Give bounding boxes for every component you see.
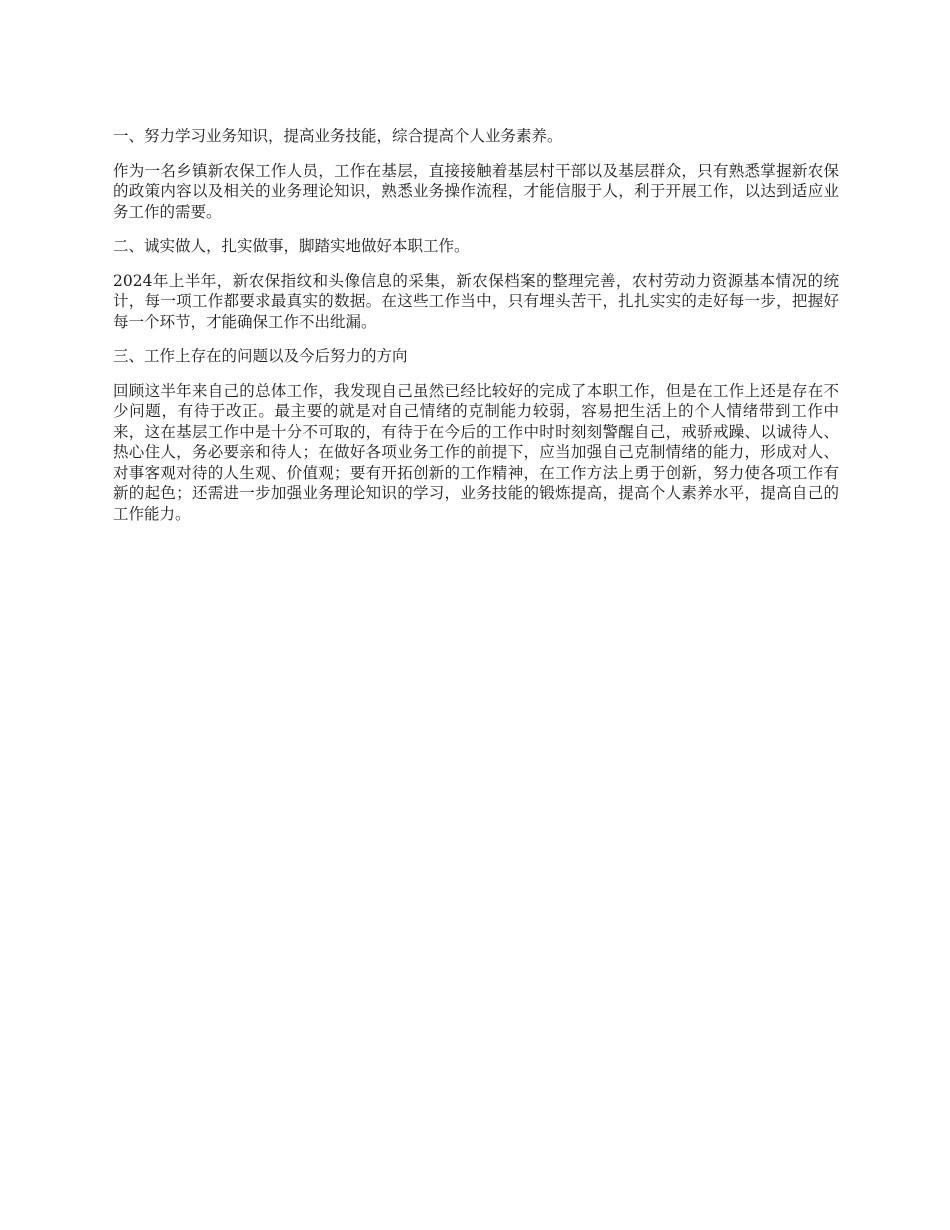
section-heading-2: 二、诚实做人，扎实做事，脚踏实地做好本职工作。	[113, 237, 470, 255]
document-body	[113, 126, 839, 538]
paragraph-1: 作为一名乡镇新农保工作人员，工作在基层，直接接触着基层村干部以及基层群众，只有熟悉掌握新农保的政策内容以及相关的业务理论知识，熟悉业务操作流程，才能信服于人，利于开展工作，以达到适应业务工作的需要。	[113, 161, 839, 221]
paragraph-3: 回顾这半年来自己的总体工作，我发现自己虽然已经比较好的完成了本职工作，但是在工作上还是存在不少问题，有待于改正。最主要的就是对自己情绪的克制能力较弱，容易把生活上的个人情绪带到工作中来，这在基层工作中是十分不可取的，有待于在今后的工作中时时刻刻警醒自己，戒骄戒躁、以诚待人、热心住人，务必要亲和待人；在做好各项业务工作的前提下，应当加强自己克制情绪的能力，形成对人、对事客观对待的人生观、价值观；要有开拓创新的工作精神，在工作方法上勇于创新，努力使各项工作有新的起色；还需进一步加强业务理论知识的学习，业务技能的锻炼提高，提高个人素养水平，提高自己的工作能力。	[113, 381, 839, 523]
paragraph-2: 2024年上半年，新农保指纹和头像信息的采集，新农保档案的整理完善，农村劳动力资源基本情况的统计，每一项工作都要求最真实的数据。在这些工作当中，只有埋头苦干，扎扎实实的走好每一步，把握好每一个环节，才能确保工作不出纰漏。	[113, 271, 839, 331]
section-heading-3: 三、工作上存在的问题以及今后努力的方向	[113, 347, 408, 365]
section-heading-1: 一、努力学习业务知识，提高业务技能，综合提高个人业务素养。	[113, 127, 563, 145]
